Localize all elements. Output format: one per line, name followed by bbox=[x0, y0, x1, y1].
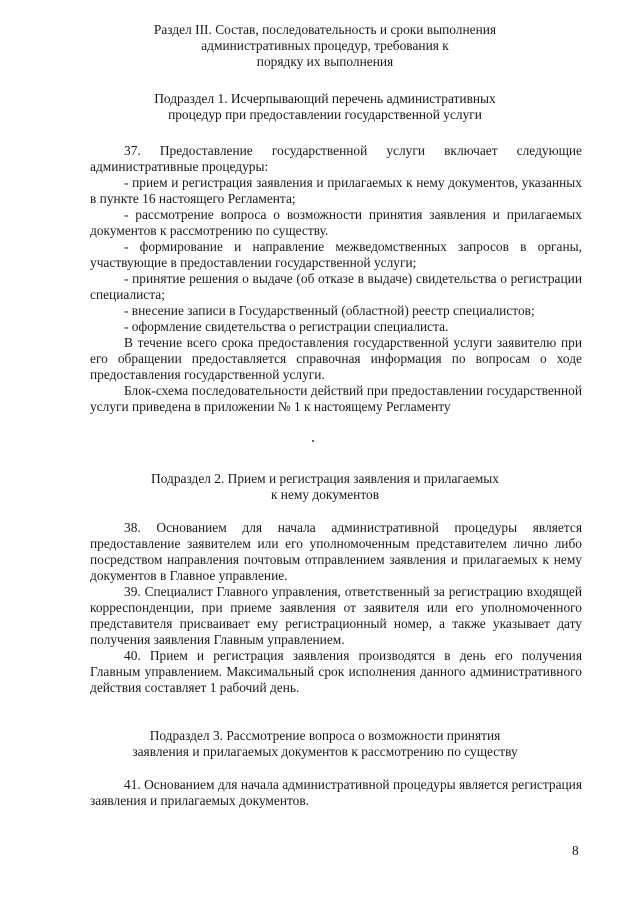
list-item: - принятие решения о выдаче (об отказе в выдаче) свидетельства о регистрации специалиста; bbox=[90, 271, 582, 302]
heading-line: Подраздел 1. Исчерпывающий перечень административных bbox=[154, 91, 496, 106]
subsection-2-body bbox=[90, 520, 582, 696]
list-item: - рассмотрение вопроса о возможности принятия заявления и прилагаемых документов к рассмотрению по существу. bbox=[90, 207, 582, 238]
heading-line: Раздел III. Состав, последовательность и сроки выполнения bbox=[153, 22, 497, 37]
paragraph-37: 37. Предоставление государственной услуги включает следующие административные процедуры: bbox=[90, 143, 582, 174]
paragraph-reference-info: В течение всего срока предоставления государственной услуги заявителю при его обращении предоставляется справочная информация по вопросам о ходе предоставления государственной услуги. bbox=[90, 335, 582, 382]
heading-line: заявления и прилагаемых документов к рассмотрению по существу bbox=[132, 744, 518, 759]
list-item: - внесение записи в Государственный (областной) реестр специалистов; bbox=[124, 303, 535, 318]
heading-line: порядку их выполнения bbox=[256, 54, 394, 69]
paragraph-block-scheme: Блок-схема последовательности действий при предоставлении государственной услуги приведена в приложении № 1 к настоящему Регламенту bbox=[90, 383, 582, 414]
heading-line: процедур при предоставлении государственной услуги bbox=[168, 107, 482, 122]
section-3-heading bbox=[60, 22, 590, 70]
subsection-1-body bbox=[90, 143, 582, 415]
heading-line: Подраздел 2. Прием и регистрация заявления и прилагаемых bbox=[151, 471, 499, 486]
list-item: - прием и регистрация заявления и прилагаемых к нему документов, указанных в пункте 16 настоящего Регламента; bbox=[90, 175, 582, 206]
subsection-3-body bbox=[90, 777, 582, 809]
paragraph-38: 38. Основанием для начала административной процедуры является предоставление заявителем или его уполномоченным представителем лично либо посредством направления почтовым отправлением заявления и прилагаемых к нему документов в Главное управление. bbox=[90, 520, 582, 583]
paragraph-41: 41. Основанием для начала административной процедуры является регистрация заявления и прилагаемых документов. bbox=[90, 777, 582, 808]
heading-line: к нему документов bbox=[270, 487, 380, 502]
page-number: 8 bbox=[572, 843, 579, 858]
paragraph-39: 39. Специалист Главного управления, ответственный за регистрацию входящей корреспонденции, при приеме заявления от заявителя или его уполномоченного представителя присваивает ему регистрационный номер, а также указывает дату получения заявления Главным управлением. bbox=[90, 584, 582, 647]
paragraph-40: 40. Прием и регистрация заявления производятся в день его получения Главным управлением. Максимальный срок исполнения данного административного действия составляет 1 рабочий день. bbox=[90, 648, 582, 695]
list-item: - оформление свидетельства о регистрации специалиста. bbox=[124, 319, 449, 334]
heading-line: Подраздел 3. Рассмотрение вопроса о возможности принятия bbox=[149, 728, 501, 743]
list-item: - формирование и направление межведомственных запросов в органы, участвующие в предоставлении государственной услуги; bbox=[90, 239, 582, 270]
subsection-2-heading bbox=[60, 471, 590, 503]
heading-line: административных процедур, требования к bbox=[201, 38, 449, 53]
subsection-1-heading bbox=[60, 91, 590, 123]
subsection-3-heading bbox=[60, 728, 590, 760]
scan-speck bbox=[312, 440, 314, 442]
